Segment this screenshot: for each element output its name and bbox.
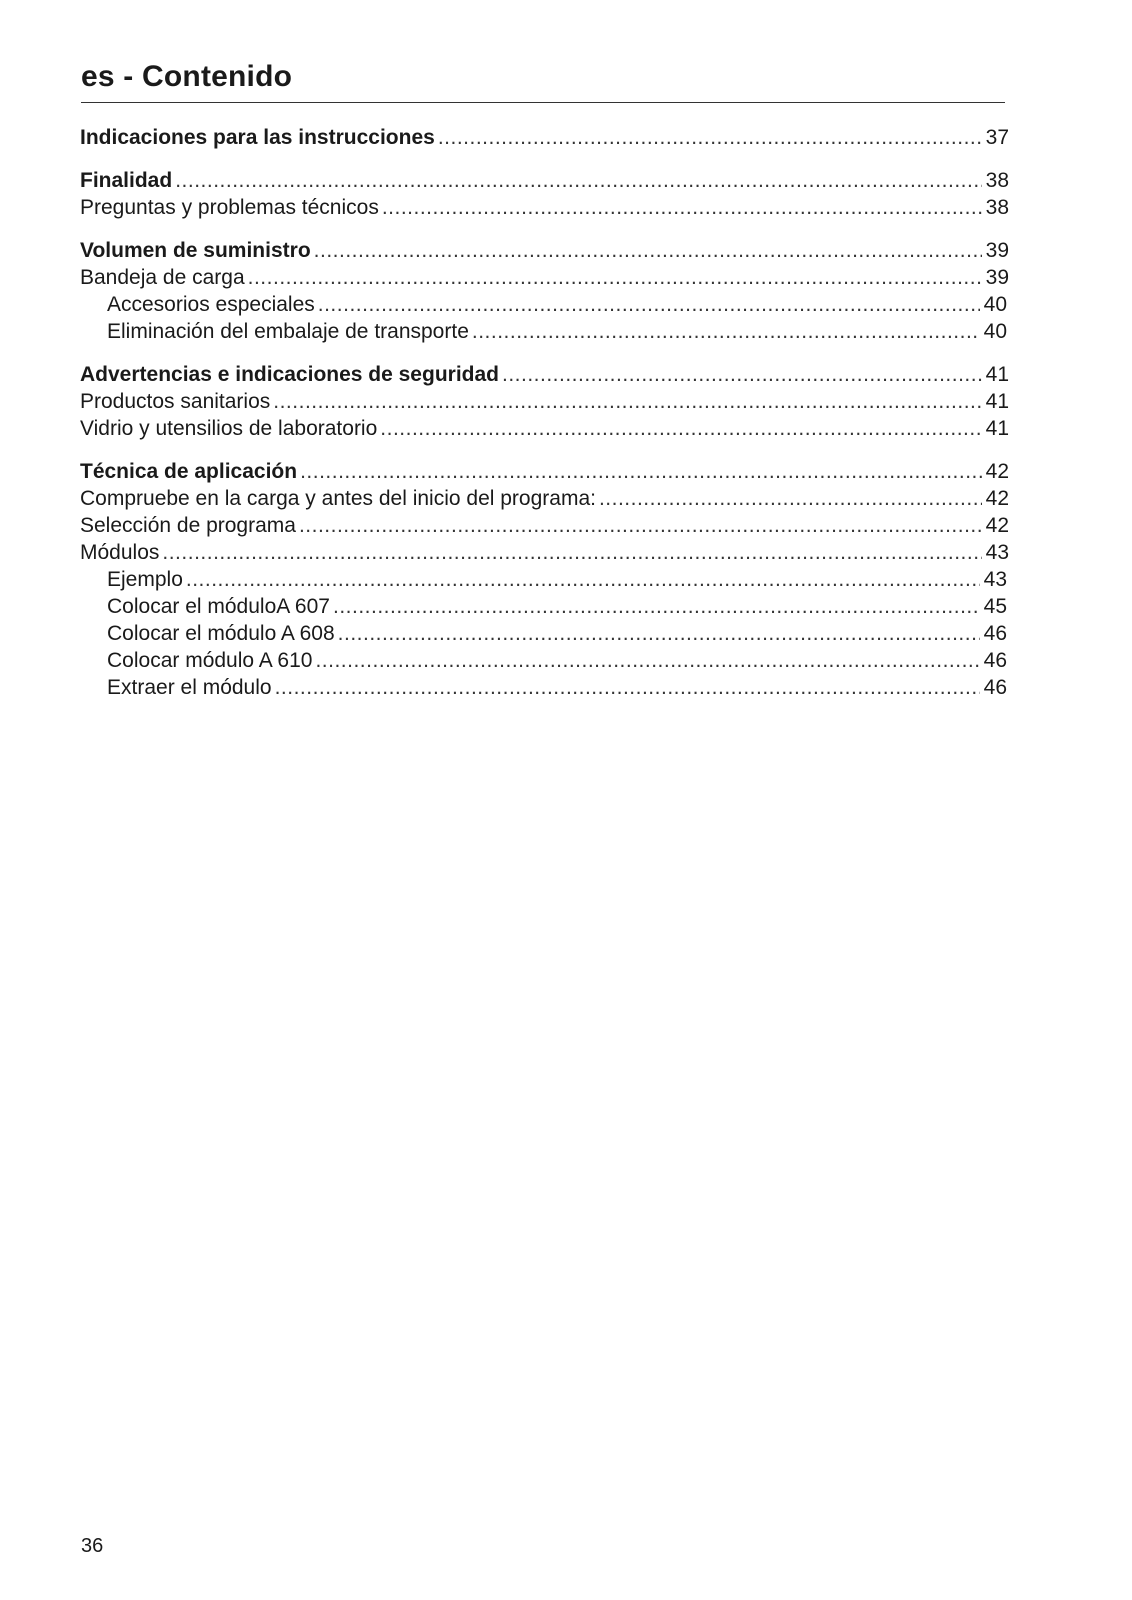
toc-dot-leader xyxy=(333,593,980,620)
toc-dot-leader xyxy=(382,194,982,221)
toc-entry-page: 40 xyxy=(983,320,1007,343)
toc-entry-label: Colocar el móduloA 607 xyxy=(107,595,330,618)
toc-group xyxy=(80,458,1009,701)
toc-entry[interactable] xyxy=(80,512,1009,539)
toc-dot-leader xyxy=(299,512,982,539)
toc-entry-label: Colocar el módulo A 608 xyxy=(107,622,335,645)
toc-entry-label: Finalidad xyxy=(80,169,173,192)
toc-entry-label: Vidrio y utensilios de laboratorio xyxy=(80,417,378,440)
toc-entry-label: Extraer el módulo xyxy=(107,676,272,699)
toc-entry-label: Ejemplo xyxy=(107,568,183,591)
toc-entry-label: Bandeja de carga xyxy=(80,266,245,289)
toc-group xyxy=(80,361,1009,442)
toc-entry-page: 42 xyxy=(985,460,1009,483)
toc-entry-page: 39 xyxy=(985,266,1009,289)
toc-entry-label: Preguntas y problemas técnicos xyxy=(80,196,379,219)
toc-dot-leader xyxy=(318,291,980,318)
toc-entry-page: 38 xyxy=(985,169,1009,192)
toc-dot-leader xyxy=(186,566,980,593)
title-divider xyxy=(81,102,1005,103)
toc-entry[interactable] xyxy=(80,539,1009,566)
toc-entry-label: Compruebe en la carga y antes del inicio del programa: xyxy=(80,487,596,510)
toc-dot-leader xyxy=(175,167,981,194)
toc-entry[interactable] xyxy=(80,647,1009,674)
toc-dot-leader xyxy=(599,485,982,512)
toc-entry[interactable] xyxy=(80,291,1009,318)
toc-dot-leader xyxy=(380,415,981,442)
toc-heading-entry[interactable] xyxy=(80,167,1009,194)
toc-entry-page: 41 xyxy=(985,417,1009,440)
toc-dot-leader xyxy=(438,124,982,151)
toc-dot-leader xyxy=(502,361,982,388)
page-number: 36 xyxy=(81,1535,104,1557)
toc-entry-page: 43 xyxy=(983,568,1007,591)
toc-dot-leader xyxy=(300,458,982,485)
toc-entry-label: Eliminación del embalaje de transporte xyxy=(107,320,469,343)
toc-dot-leader xyxy=(273,388,981,415)
toc-entry-label: Indicaciones para las instrucciones xyxy=(80,126,435,149)
toc-dot-leader xyxy=(248,264,982,291)
toc-entry[interactable] xyxy=(80,318,1009,345)
toc-entry-page: 37 xyxy=(985,126,1009,149)
toc-entry-page: 42 xyxy=(985,514,1009,537)
page-title: es - Contenido xyxy=(81,60,293,93)
toc-entry-label: Selección de programa xyxy=(80,514,296,537)
toc-entry-label: Accesorios especiales xyxy=(107,293,315,316)
toc-entry[interactable] xyxy=(80,485,1009,512)
toc-entry-page: 46 xyxy=(983,622,1007,645)
toc-entry-page: 46 xyxy=(983,676,1007,699)
toc-entry-label: Volumen de suministro xyxy=(80,239,311,262)
toc-entry-page: 41 xyxy=(985,390,1009,413)
toc-entry[interactable] xyxy=(80,194,1009,221)
toc-dot-leader xyxy=(275,674,980,701)
toc-entry-page: 45 xyxy=(983,595,1007,618)
toc-entry[interactable] xyxy=(80,415,1009,442)
toc-heading-entry[interactable] xyxy=(80,237,1009,264)
toc-dot-leader xyxy=(338,620,980,647)
toc-heading-entry[interactable] xyxy=(80,458,1009,485)
toc-entry-page: 40 xyxy=(983,293,1007,316)
toc-dot-leader xyxy=(472,318,980,345)
toc-entry[interactable] xyxy=(80,388,1009,415)
toc-entry[interactable] xyxy=(80,620,1009,647)
toc-entry-label: Módulos xyxy=(80,541,160,564)
toc-entry-label: Técnica de aplicación xyxy=(80,460,298,483)
toc-dot-leader xyxy=(315,647,979,674)
toc-entry-label: Productos sanitarios xyxy=(80,390,271,413)
toc-entry[interactable] xyxy=(80,674,1009,701)
toc-entry[interactable] xyxy=(80,264,1009,291)
toc-entry[interactable] xyxy=(80,593,1009,620)
table-of-contents xyxy=(80,124,1009,717)
toc-entry-page: 42 xyxy=(985,487,1009,510)
toc-entry-label: Colocar módulo A 610 xyxy=(107,649,313,672)
toc-entry-page: 46 xyxy=(983,649,1007,672)
toc-entry-page: 39 xyxy=(985,239,1009,262)
toc-heading-entry[interactable] xyxy=(80,124,1009,151)
toc-group xyxy=(80,167,1009,221)
toc-heading-entry[interactable] xyxy=(80,361,1009,388)
toc-dot-leader xyxy=(162,539,981,566)
toc-dot-leader xyxy=(314,237,982,264)
toc-entry[interactable] xyxy=(80,566,1009,593)
toc-entry-label: Advertencias e indicaciones de seguridad xyxy=(80,363,499,386)
toc-group xyxy=(80,237,1009,345)
toc-group xyxy=(80,124,1009,151)
toc-entry-page: 41 xyxy=(985,363,1009,386)
toc-entry-page: 38 xyxy=(985,196,1009,219)
toc-entry-page: 43 xyxy=(985,541,1009,564)
